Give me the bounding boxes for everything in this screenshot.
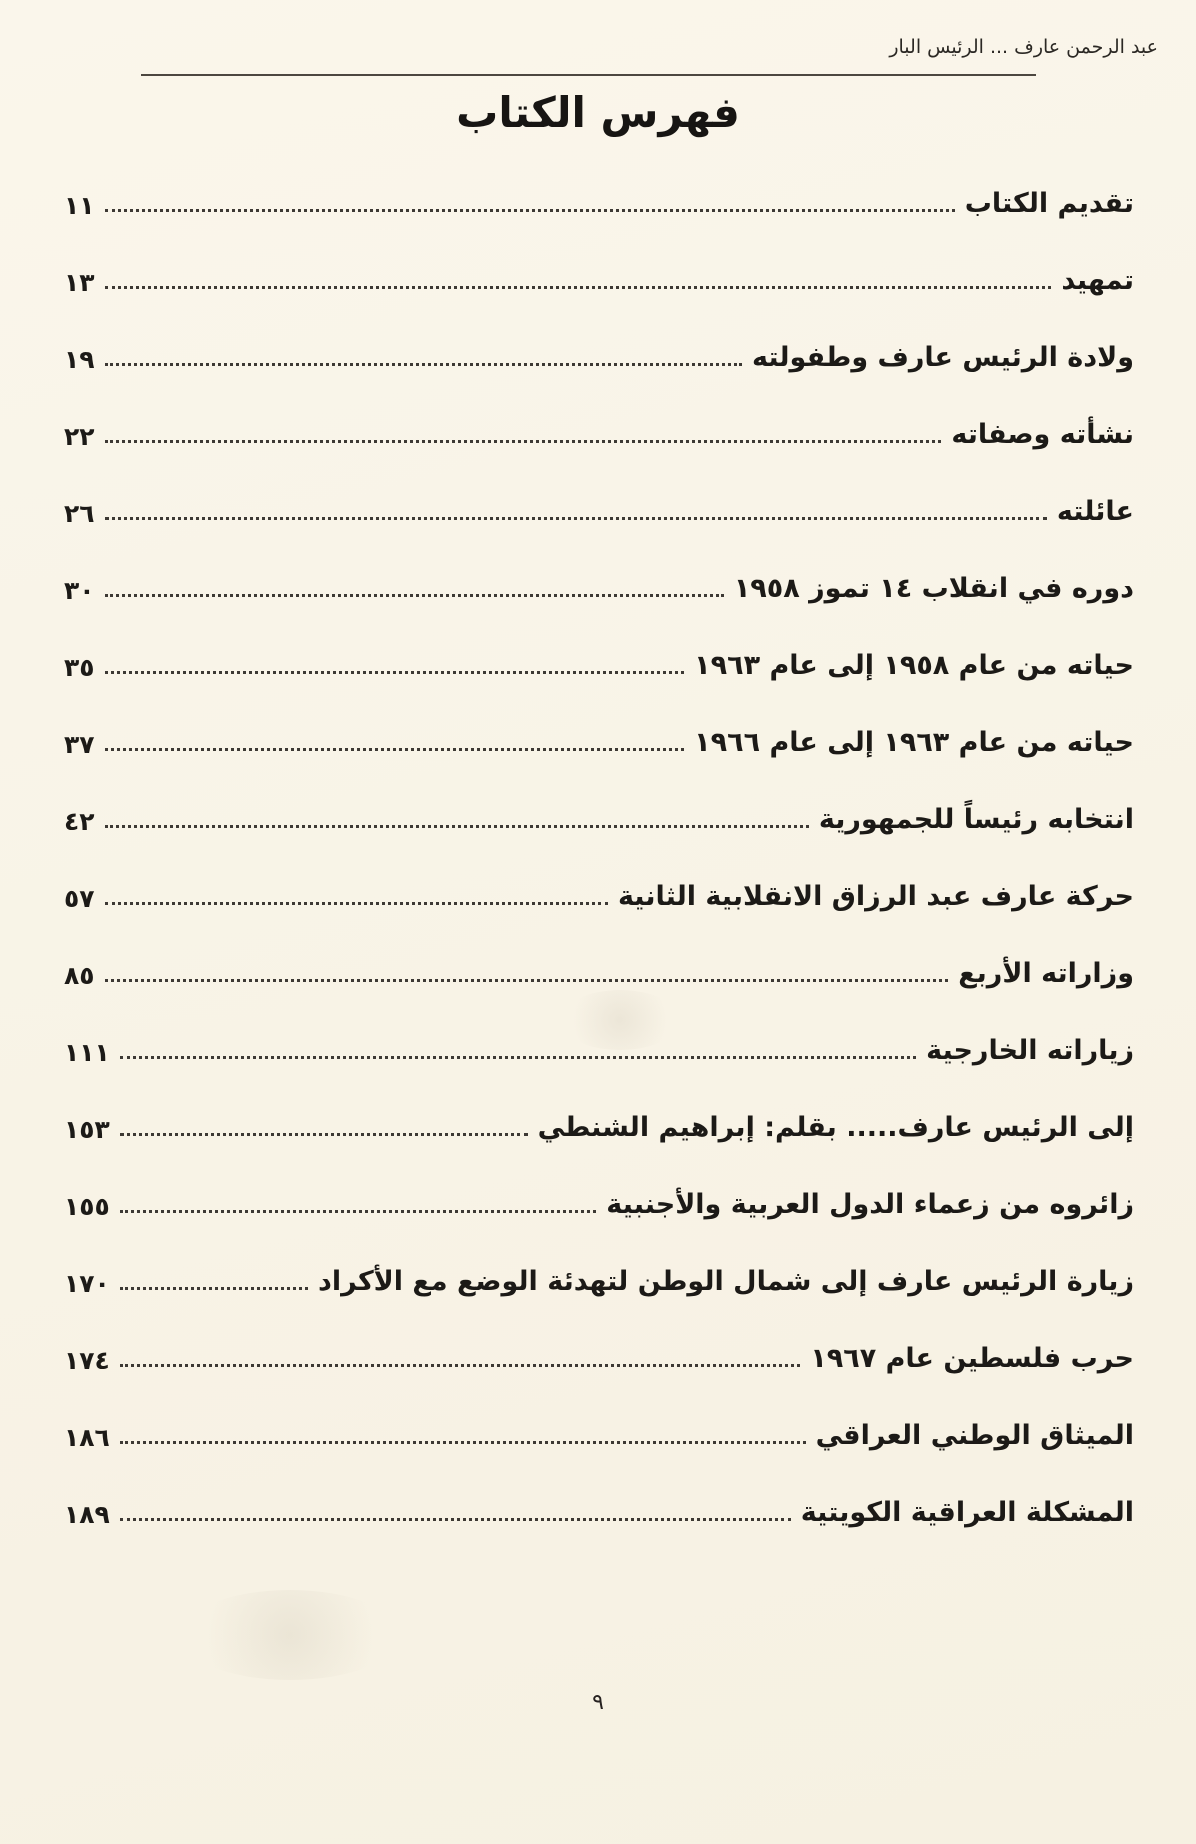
toc-entry-page: ١٨٩ [64, 1499, 110, 1529]
toc-entry-page: ٣٠ [64, 575, 95, 605]
toc-row [64, 1032, 1134, 1066]
toc-entry-label: حرب فلسطين عام ١٩٦٧ [810, 1343, 1134, 1375]
folio-page-number: ٩ [592, 1690, 604, 1715]
toc-row [64, 185, 1134, 219]
toc-row [64, 801, 1134, 835]
toc-entry-page: ١١١ [64, 1037, 110, 1067]
dot-leader [105, 363, 742, 366]
toc-entry-page: ٥٧ [64, 883, 95, 913]
toc-entry-label: تقديم الكتاب [964, 188, 1134, 220]
toc-entry-page: ١٥٥ [64, 1191, 110, 1221]
toc-row [64, 647, 1134, 681]
toc-entry-page: ١١ [64, 190, 95, 220]
dot-leader [105, 825, 809, 828]
toc-row [64, 1340, 1134, 1374]
toc-entry-page: ٢٢ [64, 421, 95, 451]
dot-leader [120, 1441, 806, 1444]
toc-entry-label: زياراته الخارجية [926, 1035, 1134, 1067]
page-title: فهرس الكتاب [456, 88, 740, 137]
toc-row [64, 1494, 1134, 1528]
dot-leader [105, 979, 949, 982]
toc-entry-page: ٣٧ [64, 729, 95, 759]
toc-entry-label: دوره في انقلاب ١٤ تموز ١٩٥٨ [733, 573, 1134, 605]
toc-entry-page: ١٨٦ [64, 1422, 110, 1452]
toc-entry-label: حياته من عام ١٩٦٣ إلى عام ١٩٦٦ [694, 727, 1134, 759]
dot-leader [120, 1133, 528, 1136]
toc-entry-label: عائلته [1056, 496, 1134, 528]
header-rule [141, 74, 1036, 76]
toc-entry-label: زائروه من زعماء الدول العربية والأجنبية [606, 1189, 1134, 1221]
dot-leader [105, 748, 685, 751]
toc-entry-label: المشكلة العراقية الكويتية [800, 1497, 1134, 1529]
dot-leader [105, 902, 608, 905]
toc-entry-label: نشأته وصفاته [951, 419, 1134, 451]
dot-leader [120, 1518, 791, 1521]
toc-entry-label: وزاراته الأربع [958, 958, 1134, 990]
toc-entry-page: ٣٥ [64, 652, 95, 682]
toc-row [64, 1417, 1134, 1451]
toc-entry-page: ١٧٤ [64, 1345, 110, 1375]
toc-entry-label: انتخابه رئيساً للجمهورية [818, 804, 1134, 836]
running-head: عبد الرحمن عارف ... الرئيس البار [889, 36, 1158, 58]
toc-row [64, 1109, 1134, 1143]
toc-entry-label: إلى الرئيس عارف..... بقلم: إبراهيم الشنطي [537, 1112, 1134, 1144]
dot-leader [120, 1210, 597, 1213]
dot-leader [105, 671, 685, 674]
toc-row [64, 1263, 1134, 1297]
toc-row [64, 262, 1134, 296]
toc-row [64, 339, 1134, 373]
table-of-contents [26, 185, 1170, 1571]
toc-entry-label: حركة عارف عبد الرزاق الانقلابية الثانية [617, 881, 1134, 913]
dot-leader [120, 1364, 801, 1367]
toc-entry-label: الميثاق الوطني العراقي [815, 1420, 1134, 1452]
toc-entry-label: ولادة الرئيس عارف وطفولته [752, 342, 1134, 374]
toc-entry-page: ١٣ [64, 267, 95, 297]
toc-entry-page: ٤٢ [64, 806, 95, 836]
dot-leader [120, 1056, 916, 1059]
toc-entry-label: حياته من عام ١٩٥٨ إلى عام ١٩٦٣ [694, 650, 1134, 682]
toc-entry-page: ٨٥ [64, 960, 95, 990]
toc-row [64, 416, 1134, 450]
toc-entry-page: ١٥٣ [64, 1114, 110, 1144]
toc-row [64, 955, 1134, 989]
dot-leader [105, 594, 724, 597]
toc-entry-page: ١٧٠ [64, 1268, 110, 1298]
toc-entry-label: تمهيد [1061, 265, 1134, 297]
toc-entry-page: ١٩ [64, 344, 95, 374]
toc-row [64, 1186, 1134, 1220]
dot-leader [105, 517, 1047, 520]
dot-leader [120, 1287, 308, 1290]
toc-row [64, 570, 1134, 604]
dot-leader [105, 286, 1052, 289]
toc-row [64, 724, 1134, 758]
dot-leader [105, 440, 942, 443]
scan-blemish [180, 1590, 400, 1680]
dot-leader [105, 209, 955, 212]
toc-entry-label: زيارة الرئيس عارف إلى شمال الوطن لتهدئة الوضع مع الأكراد [318, 1266, 1134, 1298]
toc-entry-page: ٢٦ [64, 498, 95, 528]
toc-row [64, 493, 1134, 527]
toc-row [64, 878, 1134, 912]
